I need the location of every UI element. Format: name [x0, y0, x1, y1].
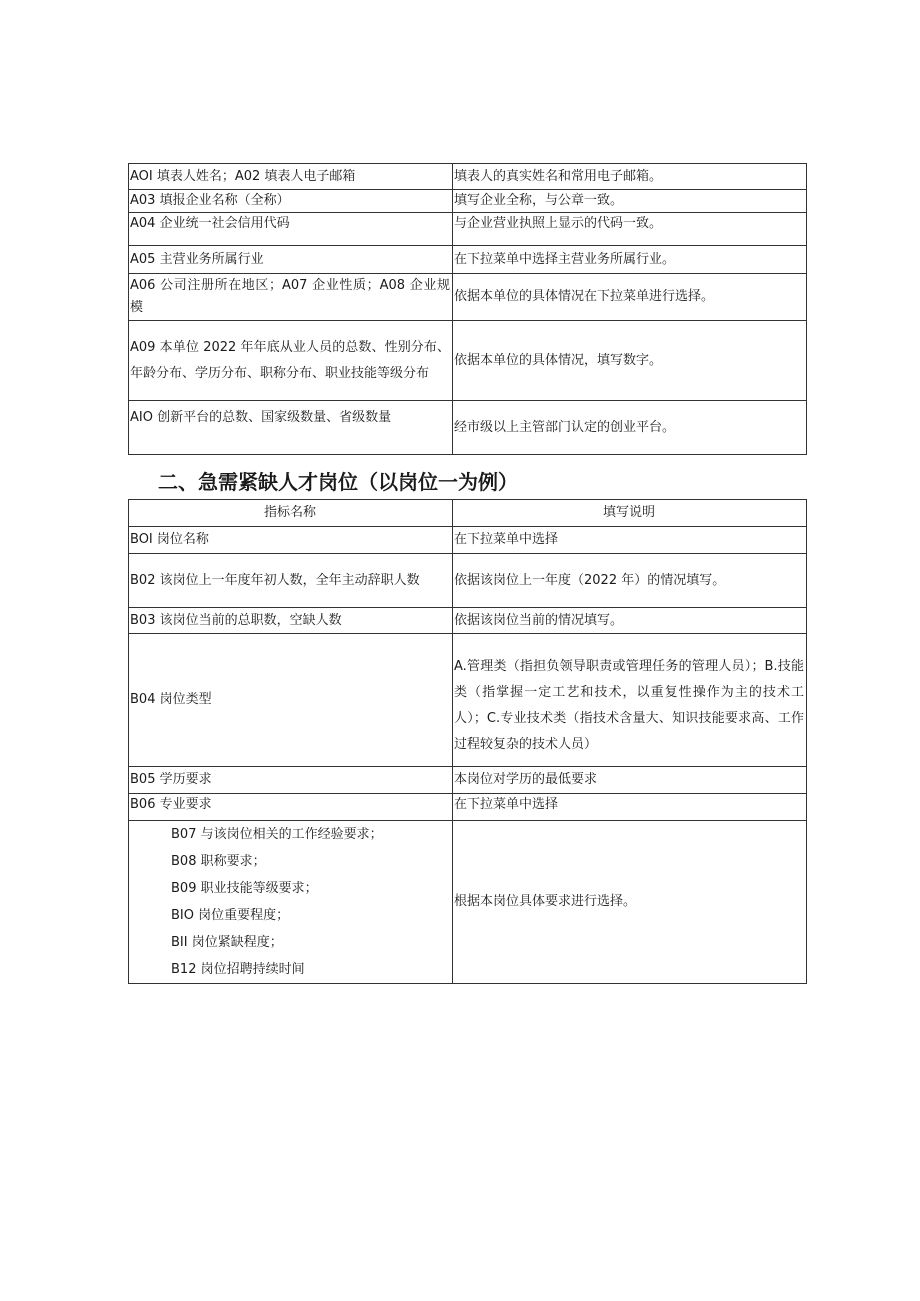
table-row: [129, 274, 807, 321]
talent-position-table: [128, 499, 807, 984]
indicator-b12: B12 岗位招聘持续时间: [171, 962, 305, 977]
column-header-indicator: 指标名称: [129, 500, 453, 527]
indicator-b04: B04 岗位类型: [129, 634, 453, 767]
indicator-a10: AIO 创新平台的总数、国家级数量、省级数量: [129, 401, 453, 455]
table-row: [129, 246, 807, 274]
table-row: [129, 401, 807, 455]
desc-b05: 本岗位对学历的最低要求: [453, 767, 807, 794]
table-row: [129, 794, 807, 821]
indicator-a09: A09 本单位 2022 年年底从业人员的总数、性别分布、年龄分布、学历分布、职称分布、职业技能等级分布: [129, 321, 453, 401]
desc-a06-a08: 依据本单位的具体情况在下拉菜单进行选择。: [453, 274, 807, 321]
table-row: [129, 213, 807, 246]
indicator-b05: B05 学历要求: [129, 767, 453, 794]
desc-b03: 依据该岗位当前的情况填写。: [453, 608, 807, 634]
indicator-a01-a02: AOI 填表人姓名；A02 填表人电子邮箱: [129, 164, 453, 190]
desc-b06: 在下拉菜单中选择: [453, 794, 807, 821]
indicator-b11: BII 岗位紧缺程度；: [171, 935, 283, 950]
table-row: [129, 321, 807, 401]
indicator-b07: B07 与该岗位相关的工作经验要求；: [171, 827, 383, 842]
section-heading: 二、急需紧缺人才岗位（以岗位一为例）: [158, 470, 518, 494]
desc-b01: 在下拉菜单中选择: [453, 527, 807, 554]
desc-a04: 与企业营业执照上显示的代码一致。: [453, 213, 807, 246]
table-row: [129, 164, 807, 190]
table-header-row: [129, 500, 807, 527]
basic-info-table: [128, 163, 807, 455]
desc-b02: 依据该岗位上一年度（2022 年）的情况填写。: [453, 554, 807, 608]
desc-a10: 经市级以上主管部门认定的创业平台。: [453, 401, 807, 455]
indicator-b03: B03 该岗位当前的总职数，空缺人数: [129, 608, 453, 634]
indicator-b01: BOI 岗位名称: [129, 527, 453, 554]
indicator-b07-b12: [129, 821, 453, 984]
table-row: [129, 821, 807, 984]
column-header-description: 填写说明: [453, 500, 807, 527]
table-row: [129, 608, 807, 634]
table-row: [129, 767, 807, 794]
table-row: [129, 634, 807, 767]
indicator-a05: A05 主营业务所属行业: [129, 246, 453, 274]
indicator-a03: A03 填报企业名称（全称）: [129, 190, 453, 213]
desc-a09: 依据本单位的具体情况，填写数字。: [453, 321, 807, 401]
indicator-b09: B09 职业技能等级要求；: [171, 881, 318, 896]
indicator-b06: B06 专业要求: [129, 794, 453, 821]
desc-a05: 在下拉菜单中选择主营业务所属行业。: [453, 246, 807, 274]
desc-a03: 填写企业全称，与公章一致。: [453, 190, 807, 213]
table-row: [129, 554, 807, 608]
indicator-b08: B08 职称要求；: [171, 854, 266, 869]
indicator-a04: A04 企业统一社会信用代码: [129, 213, 453, 246]
indicator-b02: B02 该岗位上一年度年初人数，全年主动辞职人数: [129, 554, 453, 608]
desc-a01-a02: 填表人的真实姓名和常用电子邮箱。: [453, 164, 807, 190]
indicator-a06-a08: A06 公司注册所在地区；A07 企业性质；A08 企业规模: [129, 274, 453, 321]
desc-b04: A.管理类（指担负领导职责或管理任务的管理人员）；B.技能类（指掌握一定工艺和技术，以重复性操作为主的技术工人）；C.专业技术类（指技术含量大、知识技能要求高、工作过程较复杂的技术人员）: [453, 634, 807, 767]
desc-b07-b12: 根据本岗位具体要求进行选择。: [453, 821, 807, 984]
table-row: [129, 527, 807, 554]
table-row: [129, 190, 807, 213]
indicator-b10: BIO 岗位重要程度；: [171, 908, 290, 923]
